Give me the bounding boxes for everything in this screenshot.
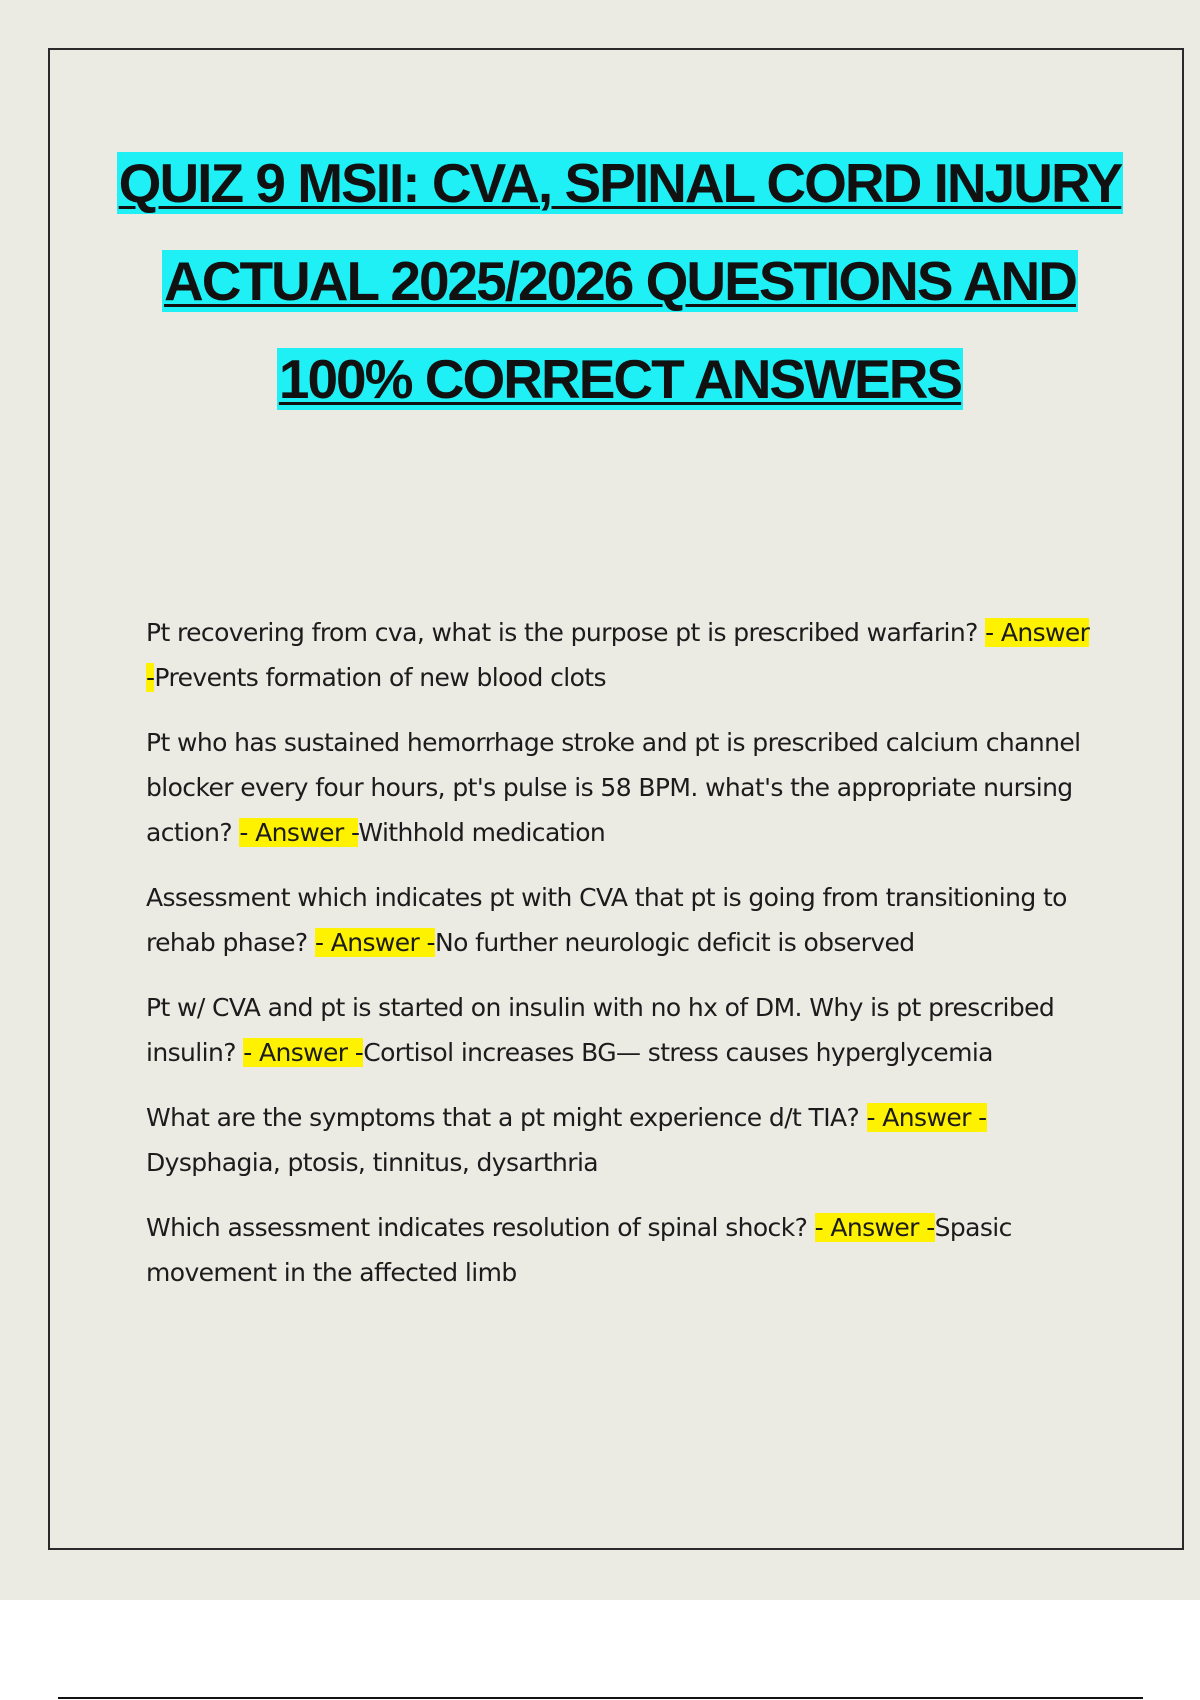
question-text: What are the symptoms that a pt might experience d/t TIA? — [146, 1103, 867, 1132]
question-text: Assessment which indicates pt with CVA that pt is going from transitioning to rehab phase? — [146, 883, 1067, 957]
answer-tag: - Answer - — [866, 1103, 987, 1132]
qa-list — [146, 610, 1096, 1315]
question-text: Pt who has sustained hemorrhage stroke and pt is prescribed calcium channel blocker every four hours, pt's pulse is 58 BPM. what's the appropriate nursing action? — [146, 728, 1081, 847]
title-highlight: QUIZ 9 MSII: CVA, SPINAL CORD INJURY ACTUAL 2025/2026 QUESTIONS AND 100% CORRECT ANSWERS — [118, 152, 1122, 410]
answer-tag: - Answer - — [814, 1213, 935, 1242]
qa-item — [146, 875, 1096, 965]
question-text: Pt recovering from cva, what is the purpose pt is prescribed warfarin? — [146, 618, 986, 647]
answer-text: Withhold medication — [358, 818, 606, 847]
qa-item — [146, 610, 1096, 700]
document-title — [100, 134, 1140, 428]
qa-item — [146, 720, 1096, 855]
answer-tag: - Answer - — [314, 928, 435, 957]
answer-text: Cortisol increases BG— stress causes hyperglycemia — [363, 1038, 993, 1067]
question-text: Which assessment indicates resolution of spinal shock? — [146, 1213, 815, 1242]
qa-item — [146, 1095, 1096, 1185]
answer-tag: - Answer - — [239, 818, 359, 847]
qa-item — [146, 985, 1096, 1075]
answer-text: Spasic movement in the affected limb — [146, 1213, 1012, 1287]
question-text: Pt w/ CVA and pt is started on insulin with no hx of DM. Why is pt prescribed insulin? — [146, 993, 1055, 1067]
answer-text: Dysphagia, ptosis, tinnitus, dysarthria — [146, 1148, 599, 1177]
answer-tag: - Answer - — [243, 1038, 364, 1067]
qa-item — [146, 1205, 1096, 1295]
answer-text: No further neurologic deficit is observed — [434, 928, 915, 957]
answer-text: Prevents formation of new blood clots — [154, 663, 606, 692]
answer-tag: - Answer - — [146, 618, 1090, 692]
footer-divider — [58, 1697, 1143, 1699]
